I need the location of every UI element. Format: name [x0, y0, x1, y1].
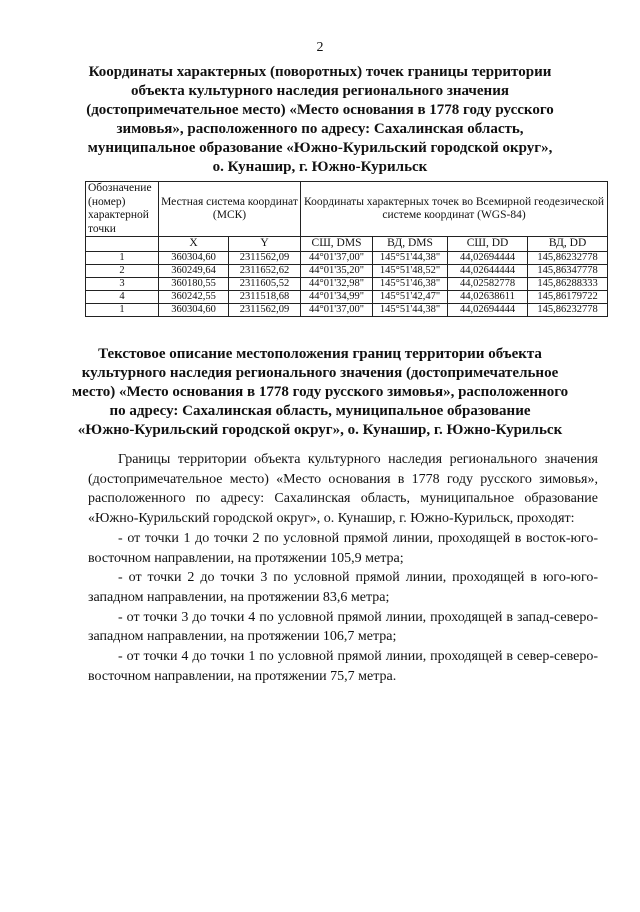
cell-lon-dd: 145,86232778: [528, 251, 608, 264]
title-line: место) «Место основания в 1778 году русского зимовья», расположенного: [71, 384, 569, 400]
cell-x: 360180,55: [159, 277, 229, 290]
boundary-segment: - от точки 1 до точки 2 по условной прямой линии, проходящей в восток-юго-восточном направлении, на протяжении 105,9 метра;: [88, 530, 598, 566]
page-number: 2: [316, 40, 324, 55]
cell-y: 2311652,62: [229, 264, 301, 277]
header-lon-dd: ВД, DD: [528, 237, 608, 252]
header-x: X: [159, 237, 229, 252]
cell-y: 2311562,09: [229, 303, 301, 316]
coordinates-title: [78, 63, 562, 177]
cell-lat-dms: 44°01'37,00": [301, 303, 373, 316]
cell-lon-dms: 145°51'48,52": [373, 264, 448, 277]
title-line: муниципальное образование «Южно-Курильский городской округ»,: [87, 140, 553, 156]
boundary-description: [88, 450, 598, 686]
cell-point: 4: [86, 290, 159, 303]
title-line: культурного наследия регионального значения (достопримечательное: [81, 365, 559, 381]
title-line: «Южно-Курильский городской округ», о. Кунашир, г. Южно-Курильск: [77, 422, 563, 438]
cell-lon-dms: 145°51'42,47": [373, 290, 448, 303]
cell-lon-dd: 145,86179722: [528, 290, 608, 303]
cell-lat-dd: 44,02582778: [448, 277, 528, 290]
header-lat-dd: СШ, DD: [448, 237, 528, 252]
table-row: [86, 251, 608, 264]
cell-lat-dms: 44°01'32,98": [301, 277, 373, 290]
cell-point: 1: [86, 251, 159, 264]
cell-lon-dms: 145°51'44,38": [373, 303, 448, 316]
cell-lat-dd: 44,02694444: [448, 303, 528, 316]
header-y: Y: [229, 237, 301, 252]
cell-lon-dms: 145°51'46,38": [373, 277, 448, 290]
table-row: [86, 264, 608, 277]
coordinates-table: [85, 181, 608, 317]
cell-lon-dd: 145,86232778: [528, 303, 608, 316]
cell-lon-dd: 145,86288333: [528, 277, 608, 290]
boundary-segment: - от точки 3 до точки 4 по условной прямой линии, проходящей в запад-северо-западном направлении, на протяжении 106,7 метра;: [88, 609, 598, 645]
header-lat-dms: СШ, DMS: [301, 237, 373, 252]
cell-point: 1: [86, 303, 159, 316]
title-line: о. Кунашир, г. Южно-Курильск: [212, 159, 428, 175]
cell-lat-dd: 44,02644444: [448, 264, 528, 277]
header-lon-dms: ВД, DMS: [373, 237, 448, 252]
description-intro: Границы территории объекта культурного наследия регионального значения (достопримечательное место) «Место основания в 1778 году русского зимовья», расположенного по адресу: Сахалинская область, муниципальное образование «Южно-Курильский городской округ», о. Кунашир, г. Южно-Курильск, проходят:: [88, 452, 598, 527]
cell-lon-dms: 145°51'44,38": [373, 251, 448, 264]
title-line: зимовья», расположенного по адресу: Сахалинская область,: [116, 121, 524, 137]
cell-lat-dms: 44°01'35,20": [301, 264, 373, 277]
cell-lat-dd: 44,02638611: [448, 290, 528, 303]
boundary-description-title: [64, 345, 576, 440]
table-row: [86, 290, 608, 303]
cell-y: 2311562,09: [229, 251, 301, 264]
header-point-number: Обозначение (номер) характерной точки: [86, 182, 159, 237]
header-local-system: Местная система координат (МСК): [159, 182, 301, 237]
title-line: Координаты характерных (поворотных) точек границы территории: [88, 64, 552, 80]
cell-y: 2311518,68: [229, 290, 301, 303]
table-row: [86, 277, 608, 290]
table-row: [86, 303, 608, 316]
cell-lat-dd: 44,02694444: [448, 251, 528, 264]
cell-point: 3: [86, 277, 159, 290]
cell-y: 2311605,52: [229, 277, 301, 290]
cell-x: 360304,60: [159, 303, 229, 316]
cell-x: 360304,60: [159, 251, 229, 264]
title-line: по адресу: Сахалинская область, муниципальное образование: [109, 403, 531, 419]
cell-lat-dms: 44°01'34,99": [301, 290, 373, 303]
title-line: (достопримечательное место) «Место основания в 1778 году русского: [86, 102, 554, 118]
header-wgs84: Координаты характерных точек во Всемирной геодезической системе координат (WGS-84): [301, 182, 608, 237]
boundary-segment: - от точки 2 до точки 3 по условной прямой линии, проходящей в юго-юго-западном направлении, на протяжении 83,6 метра;: [88, 570, 598, 605]
cell-x: 360249,64: [159, 264, 229, 277]
title-line: объекта культурного наследия регионального значения: [131, 83, 509, 99]
cell-lon-dd: 145,86347778: [528, 264, 608, 277]
boundary-segment: - от точки 4 до точки 1 по условной прямой линии, проходящей в север-северо-восточном направлении, на протяжении 75,7 метра.: [88, 649, 598, 684]
title-line: Текстовое описание местоположения границ территории объекта: [98, 346, 542, 362]
cell-point: 2: [86, 264, 159, 277]
cell-x: 360242,55: [159, 290, 229, 303]
header-point-blank: [86, 237, 159, 252]
cell-lat-dms: 44°01'37,00": [301, 251, 373, 264]
